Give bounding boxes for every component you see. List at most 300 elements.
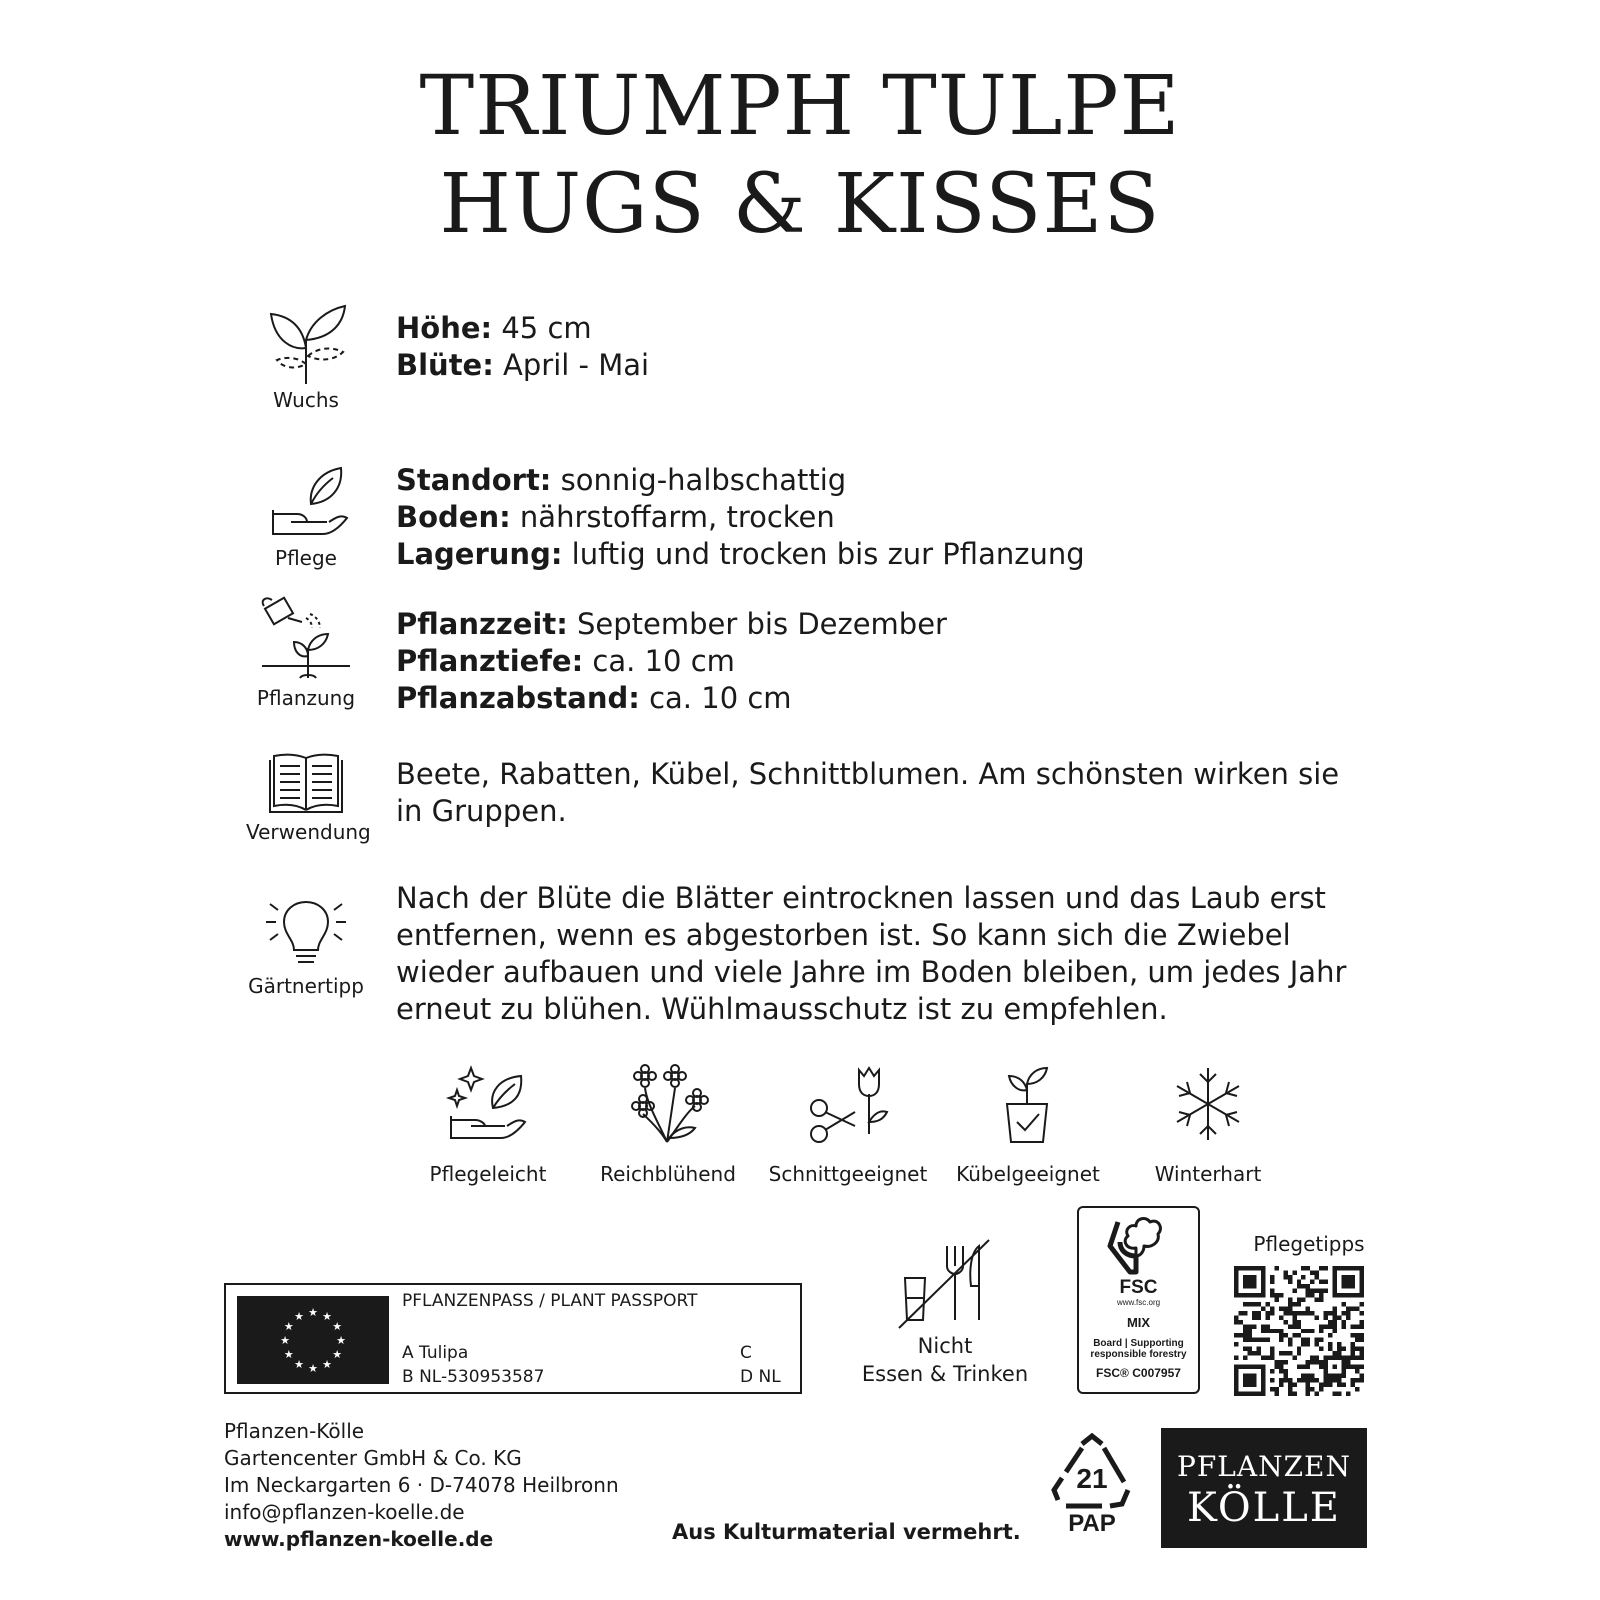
qr-module xyxy=(1342,1320,1346,1324)
qr-module xyxy=(1355,1378,1359,1382)
section-label: Pflege xyxy=(275,546,337,570)
qr-module xyxy=(1283,1320,1287,1324)
property-label: Reichblühend xyxy=(600,1162,736,1186)
qr-module xyxy=(1279,1365,1283,1369)
qr-module xyxy=(1319,1383,1323,1387)
origin-note: Aus Kulturmaterial vermehrt. xyxy=(672,1520,1021,1544)
qr-module xyxy=(1319,1324,1323,1328)
qr-module xyxy=(1297,1279,1301,1283)
qr-module xyxy=(1297,1333,1301,1337)
qr-module xyxy=(1288,1387,1292,1391)
qr-module xyxy=(1279,1360,1283,1364)
property-item xyxy=(938,1064,1118,1186)
qr-module xyxy=(1360,1333,1364,1337)
qr-module xyxy=(1288,1306,1292,1310)
section-text xyxy=(396,606,1356,717)
qr-module xyxy=(1337,1383,1341,1387)
info-value: sonnig-halbschattig xyxy=(551,463,847,497)
qr-module xyxy=(1306,1342,1310,1346)
qr-module xyxy=(1292,1356,1296,1360)
qr-module xyxy=(1328,1347,1332,1351)
qr-module xyxy=(1346,1315,1350,1319)
not-edible-line-1: Nicht xyxy=(917,1334,973,1358)
qr-module xyxy=(1283,1369,1287,1373)
qr-module xyxy=(1297,1297,1301,1301)
info-value: April - Mai xyxy=(493,348,650,382)
eu-star: ★ xyxy=(322,1309,332,1323)
eu-star: ★ xyxy=(308,1306,318,1319)
qr-module xyxy=(1310,1288,1314,1292)
qr-module xyxy=(1297,1351,1301,1355)
property-item xyxy=(1118,1064,1298,1186)
qr-module xyxy=(1270,1351,1274,1355)
qr-module xyxy=(1328,1333,1332,1337)
qr-module xyxy=(1342,1383,1346,1387)
qr-module xyxy=(1270,1329,1274,1333)
qr-module xyxy=(1324,1288,1328,1292)
pot-plant-icon xyxy=(985,1064,1071,1144)
qr-module xyxy=(1238,1333,1242,1337)
fsc-tree-icon xyxy=(1104,1216,1174,1278)
section-text: Nach der Blüte die Blätter eintrocknen lassen und das Laub erst entfernen, wenn es abgestorben ist. So kann sich die Zwiebel wieder aufbauen und viele Jahre im Boden bleiben, um jedes Jahr erneut zu blühen. Wühlmausschutz ist zu empfehlen. xyxy=(396,881,1347,1026)
qr-module xyxy=(1247,1333,1251,1337)
qr-module xyxy=(1261,1324,1265,1328)
info-line xyxy=(396,310,1356,347)
qr-module xyxy=(1261,1329,1265,1333)
section-icon-wrapper xyxy=(246,300,366,412)
qr-module xyxy=(1324,1324,1328,1328)
qr-module xyxy=(1306,1288,1310,1292)
qr-module xyxy=(1351,1351,1355,1355)
qr-module xyxy=(1297,1284,1301,1288)
eu-star: ★ xyxy=(322,1358,332,1372)
qr-module xyxy=(1279,1338,1283,1342)
qr-module xyxy=(1342,1324,1346,1328)
qr-module xyxy=(1319,1266,1323,1270)
qr-module xyxy=(1351,1383,1355,1387)
qr-module xyxy=(1234,1315,1238,1319)
info-value: 45 cm xyxy=(492,311,592,345)
qr-module xyxy=(1319,1387,1323,1391)
qr-module xyxy=(1283,1311,1287,1315)
property-label: Schnittgeeignet xyxy=(768,1162,928,1186)
eu-star: ★ xyxy=(294,1358,304,1372)
eu-star: ★ xyxy=(332,1348,343,1361)
qr-module xyxy=(1310,1356,1314,1360)
qr-module xyxy=(1319,1365,1323,1369)
qr-module xyxy=(1297,1378,1301,1382)
qr-module xyxy=(1274,1293,1278,1297)
section-icon-wrapper xyxy=(246,462,366,570)
qr-module xyxy=(1351,1356,1355,1360)
qr-module xyxy=(1324,1383,1328,1387)
qr-module xyxy=(1283,1360,1287,1364)
qr-module xyxy=(1247,1324,1251,1328)
qr-module xyxy=(1328,1320,1332,1324)
title-line-1: TRIUMPH TULPE xyxy=(419,59,1181,154)
qr-module xyxy=(1315,1342,1319,1346)
property-label: Pflegeleicht xyxy=(429,1162,547,1186)
qr-module xyxy=(1297,1320,1301,1324)
info-value: nährstoffarm, trocken xyxy=(510,500,835,534)
section-text xyxy=(396,310,1356,384)
qr-module xyxy=(1328,1311,1332,1315)
eu-star: ★ xyxy=(332,1320,343,1333)
qr-module xyxy=(1270,1311,1274,1315)
qr-module xyxy=(1297,1324,1301,1328)
qr-module xyxy=(1265,1315,1269,1319)
qr-module xyxy=(1270,1275,1274,1279)
qr-module xyxy=(1274,1329,1278,1333)
qr-module xyxy=(1337,1315,1341,1319)
qr-module xyxy=(1333,1329,1337,1333)
brand-logo xyxy=(1161,1428,1367,1548)
company-address xyxy=(224,1418,619,1553)
qr-module xyxy=(1306,1374,1310,1378)
qr-module xyxy=(1319,1329,1323,1333)
qr-module xyxy=(1337,1342,1341,1346)
qr-module xyxy=(1315,1297,1319,1301)
section-text xyxy=(396,462,1356,573)
fsc-code: FSC® C007957 xyxy=(1096,1366,1181,1380)
qr-module xyxy=(1270,1347,1274,1351)
qr-module xyxy=(1265,1329,1269,1333)
qr-module xyxy=(1346,1306,1350,1310)
section-text: Beete, Rabatten, Kübel, Schnittblumen. Am schönsten wirken sie in Gruppen. xyxy=(396,757,1340,828)
qr-module xyxy=(1315,1288,1319,1292)
qr-module xyxy=(1279,1369,1283,1373)
qr-module xyxy=(1301,1374,1305,1378)
qr-module xyxy=(1360,1347,1364,1351)
qr-module xyxy=(1328,1383,1332,1387)
qr-module xyxy=(1288,1392,1292,1396)
qr-module xyxy=(1328,1378,1332,1382)
qr-module xyxy=(1247,1347,1251,1351)
qr-module xyxy=(1319,1288,1323,1292)
qr-module xyxy=(1315,1356,1319,1360)
qr-module xyxy=(1270,1369,1274,1373)
qr-module xyxy=(1274,1392,1278,1396)
qr-module xyxy=(1283,1306,1287,1310)
qr-module xyxy=(1355,1347,1359,1351)
qr-module xyxy=(1243,1333,1247,1337)
qr-module xyxy=(1310,1279,1314,1283)
qr-module xyxy=(1310,1329,1314,1333)
qr-module xyxy=(1283,1378,1287,1382)
qr-module xyxy=(1355,1356,1359,1360)
qr-module xyxy=(1243,1275,1256,1288)
qr-module xyxy=(1292,1315,1296,1319)
qr-module xyxy=(1279,1383,1283,1387)
qr-module xyxy=(1351,1333,1355,1337)
qr-module xyxy=(1306,1387,1310,1391)
qr-module xyxy=(1243,1356,1247,1360)
qr-module xyxy=(1270,1356,1274,1360)
qr-module xyxy=(1310,1293,1314,1297)
qr-module xyxy=(1319,1279,1323,1283)
qr-module xyxy=(1306,1306,1310,1310)
qr-module xyxy=(1238,1311,1242,1315)
qr-module xyxy=(1319,1360,1323,1364)
recycling-triangle-icon xyxy=(1044,1430,1140,1516)
info-line xyxy=(396,606,1356,643)
qr-module xyxy=(1279,1351,1283,1355)
eu-star: ★ xyxy=(283,1348,294,1361)
info-key: Standort: xyxy=(396,463,552,497)
info-line xyxy=(396,462,1356,499)
qr-module xyxy=(1355,1324,1359,1328)
qr-module xyxy=(1355,1333,1359,1337)
qr-module xyxy=(1346,1392,1350,1396)
qr-module xyxy=(1324,1315,1328,1319)
property-item xyxy=(578,1064,758,1186)
product-title xyxy=(0,58,1600,254)
info-line xyxy=(396,536,1356,573)
info-value: September bis Dezember xyxy=(567,607,947,641)
eu-stars-icon xyxy=(237,1296,389,1384)
qr-module xyxy=(1337,1347,1341,1351)
qr-module xyxy=(1355,1369,1359,1373)
qr-module xyxy=(1279,1293,1283,1297)
qr-module xyxy=(1315,1315,1319,1319)
info-key: Blüte: xyxy=(396,348,494,382)
qr-module xyxy=(1234,1342,1238,1346)
qr-module xyxy=(1324,1279,1328,1283)
brand-line-1: PFLANZEN xyxy=(1177,1450,1351,1483)
qr-module xyxy=(1301,1284,1305,1288)
qr-module xyxy=(1288,1297,1292,1301)
qr-module xyxy=(1283,1333,1287,1337)
address-email[interactable]: info@pflanzen-koelle.de xyxy=(224,1500,465,1524)
qr-module xyxy=(1306,1365,1310,1369)
qr-module xyxy=(1355,1365,1359,1369)
qr-module xyxy=(1306,1311,1310,1315)
info-value: ca. 10 cm xyxy=(639,681,792,715)
qr-module xyxy=(1306,1392,1310,1396)
qr-module xyxy=(1252,1351,1256,1355)
not-edible-line-2: Essen & Trinken xyxy=(861,1362,1029,1386)
qr-module xyxy=(1310,1374,1314,1378)
qr-module xyxy=(1333,1351,1337,1355)
qr-module xyxy=(1279,1306,1283,1310)
qr-module xyxy=(1342,1302,1346,1306)
qr-module xyxy=(1360,1324,1364,1328)
qr-module xyxy=(1342,1311,1346,1315)
qr-module xyxy=(1306,1360,1310,1364)
qr-module xyxy=(1292,1383,1296,1387)
info-value: ca. 10 cm xyxy=(583,644,735,678)
book-icon xyxy=(266,748,346,818)
qr-module xyxy=(1301,1297,1305,1301)
info-key: Lagerung: xyxy=(396,537,563,571)
property-label: Winterhart xyxy=(1154,1162,1262,1186)
property-item xyxy=(398,1064,578,1186)
qr-module xyxy=(1333,1306,1337,1310)
address-line-2: Gartencenter GmbH & Co. KG xyxy=(224,1446,522,1470)
qr-module xyxy=(1252,1315,1256,1319)
qr-module xyxy=(1301,1342,1305,1346)
qr-module xyxy=(1324,1378,1328,1382)
info-value: luftig und trocken bis zur Pflanzung xyxy=(562,537,1085,571)
qr-module xyxy=(1337,1392,1341,1396)
fsc-url: www.fsc.org xyxy=(1116,1298,1161,1307)
qr-module xyxy=(1346,1311,1350,1315)
qr-module xyxy=(1243,1374,1256,1387)
passport-c: C xyxy=(740,1343,752,1363)
qr-module xyxy=(1256,1315,1260,1319)
qr-module xyxy=(1234,1320,1238,1324)
qr-module xyxy=(1292,1288,1296,1292)
qr-module xyxy=(1292,1324,1296,1328)
qr-module xyxy=(1288,1383,1292,1387)
qr-module xyxy=(1247,1351,1251,1355)
qr-module xyxy=(1301,1338,1305,1342)
qr-module xyxy=(1279,1329,1283,1333)
qr-module xyxy=(1360,1302,1364,1306)
qr-module xyxy=(1270,1288,1274,1292)
qr-module xyxy=(1288,1324,1292,1328)
qr-module xyxy=(1351,1342,1355,1346)
qr-module xyxy=(1252,1338,1256,1342)
title-line-2: HUGS & KISSES xyxy=(439,157,1161,252)
qr-module xyxy=(1306,1284,1310,1288)
section-icon-wrapper xyxy=(246,892,366,998)
qr-module xyxy=(1265,1356,1269,1360)
qr-module xyxy=(1283,1275,1287,1279)
qr-module xyxy=(1292,1270,1296,1274)
qr-module xyxy=(1328,1342,1332,1346)
eu-star: ★ xyxy=(294,1309,304,1323)
qr-module xyxy=(1243,1338,1247,1342)
qr-module xyxy=(1288,1342,1292,1346)
qr-module xyxy=(1306,1266,1310,1270)
recycling-code: PAP xyxy=(1068,1510,1116,1537)
qr-module xyxy=(1351,1306,1355,1310)
qr-module xyxy=(1324,1311,1328,1315)
qr-module xyxy=(1310,1378,1314,1382)
qr-module xyxy=(1252,1311,1256,1315)
qr-module xyxy=(1319,1338,1323,1342)
eu-flag xyxy=(237,1296,389,1384)
qr-module xyxy=(1333,1324,1337,1328)
fsc-logo-text: FSC xyxy=(1119,1277,1158,1298)
qr-module xyxy=(1256,1338,1260,1342)
easy-care-icon xyxy=(445,1064,531,1144)
qr-module xyxy=(1234,1356,1238,1360)
qr-module xyxy=(1270,1293,1274,1297)
qr-module xyxy=(1301,1275,1305,1279)
qr-module xyxy=(1234,1333,1238,1337)
info-key: Höhe: xyxy=(396,311,493,345)
qr-module xyxy=(1301,1266,1305,1270)
qr-module xyxy=(1297,1302,1301,1306)
qr-module xyxy=(1355,1387,1359,1391)
qr-module xyxy=(1360,1311,1364,1315)
fsc-label xyxy=(1077,1206,1200,1394)
qr-module xyxy=(1288,1302,1292,1306)
qr-module xyxy=(1301,1329,1305,1333)
qr-module xyxy=(1328,1324,1332,1328)
flowers-icon xyxy=(625,1064,711,1144)
qr-module xyxy=(1247,1338,1251,1342)
address-website[interactable]: www.pflanzen-koelle.de xyxy=(224,1527,494,1551)
qr-module xyxy=(1360,1351,1364,1355)
info-line xyxy=(396,347,1356,384)
qr-module xyxy=(1292,1333,1296,1337)
qr-module xyxy=(1310,1387,1314,1391)
qr-module xyxy=(1261,1338,1265,1342)
info-key: Boden: xyxy=(396,500,511,534)
qr-module xyxy=(1265,1311,1269,1315)
qr-module xyxy=(1243,1329,1247,1333)
qr-module xyxy=(1270,1387,1274,1391)
qr-module xyxy=(1279,1333,1283,1337)
qr-module xyxy=(1270,1306,1274,1310)
qr-module xyxy=(1252,1302,1256,1306)
qr-module xyxy=(1243,1347,1247,1351)
qr-module xyxy=(1355,1338,1359,1342)
qr-module xyxy=(1337,1351,1341,1355)
section-label: Verwendung xyxy=(246,820,371,844)
qr-module xyxy=(1337,1378,1341,1382)
passport-b: B NL-530953587 xyxy=(402,1367,545,1387)
qr-module xyxy=(1288,1378,1292,1382)
qr-module xyxy=(1319,1297,1323,1301)
qr-module xyxy=(1297,1365,1301,1369)
snowflake-icon xyxy=(1165,1064,1251,1144)
not-edible-notice xyxy=(860,1236,1030,1388)
qr-module xyxy=(1301,1365,1305,1369)
qr-module xyxy=(1319,1293,1323,1297)
qr-module xyxy=(1310,1360,1314,1364)
qr-module xyxy=(1333,1378,1337,1382)
info-line xyxy=(396,499,1356,536)
qr-code[interactable] xyxy=(1234,1266,1364,1396)
recycling-symbol xyxy=(1042,1430,1142,1538)
recycling-number: 21 xyxy=(1076,1463,1108,1494)
qr-module xyxy=(1283,1351,1287,1355)
passport-a: A Tulipa xyxy=(402,1343,469,1363)
eu-star: ★ xyxy=(280,1334,290,1347)
qr-module xyxy=(1360,1338,1364,1342)
qr-module xyxy=(1306,1329,1310,1333)
qr-module xyxy=(1306,1378,1310,1382)
info-key: Pflanztiefe: xyxy=(396,644,584,678)
qr-module xyxy=(1360,1378,1364,1382)
qr-module xyxy=(1351,1365,1355,1369)
qr-module xyxy=(1283,1374,1287,1378)
qr-module xyxy=(1342,1347,1346,1351)
qr-module xyxy=(1346,1356,1350,1360)
address-line-3: Im Neckargarten 6 · D-74078 Heilbronn xyxy=(224,1473,619,1497)
property-label: Kübelgeeignet xyxy=(956,1162,1100,1186)
qr-module xyxy=(1351,1324,1355,1328)
hand-leaf-icon xyxy=(261,462,351,544)
eu-star: ★ xyxy=(283,1320,294,1333)
plant-passport xyxy=(224,1283,802,1394)
qr-module xyxy=(1265,1338,1269,1342)
qr-module xyxy=(1256,1302,1260,1306)
qr-module xyxy=(1292,1302,1296,1306)
qr-module xyxy=(1315,1360,1319,1364)
qr-module xyxy=(1319,1347,1323,1351)
qr-module xyxy=(1315,1392,1319,1396)
qr-module xyxy=(1243,1324,1247,1328)
qr-module xyxy=(1306,1293,1310,1297)
info-key: Pflanzzeit: xyxy=(396,607,568,641)
section-label: Wuchs xyxy=(273,388,339,412)
section-icon-wrapper xyxy=(246,596,366,710)
